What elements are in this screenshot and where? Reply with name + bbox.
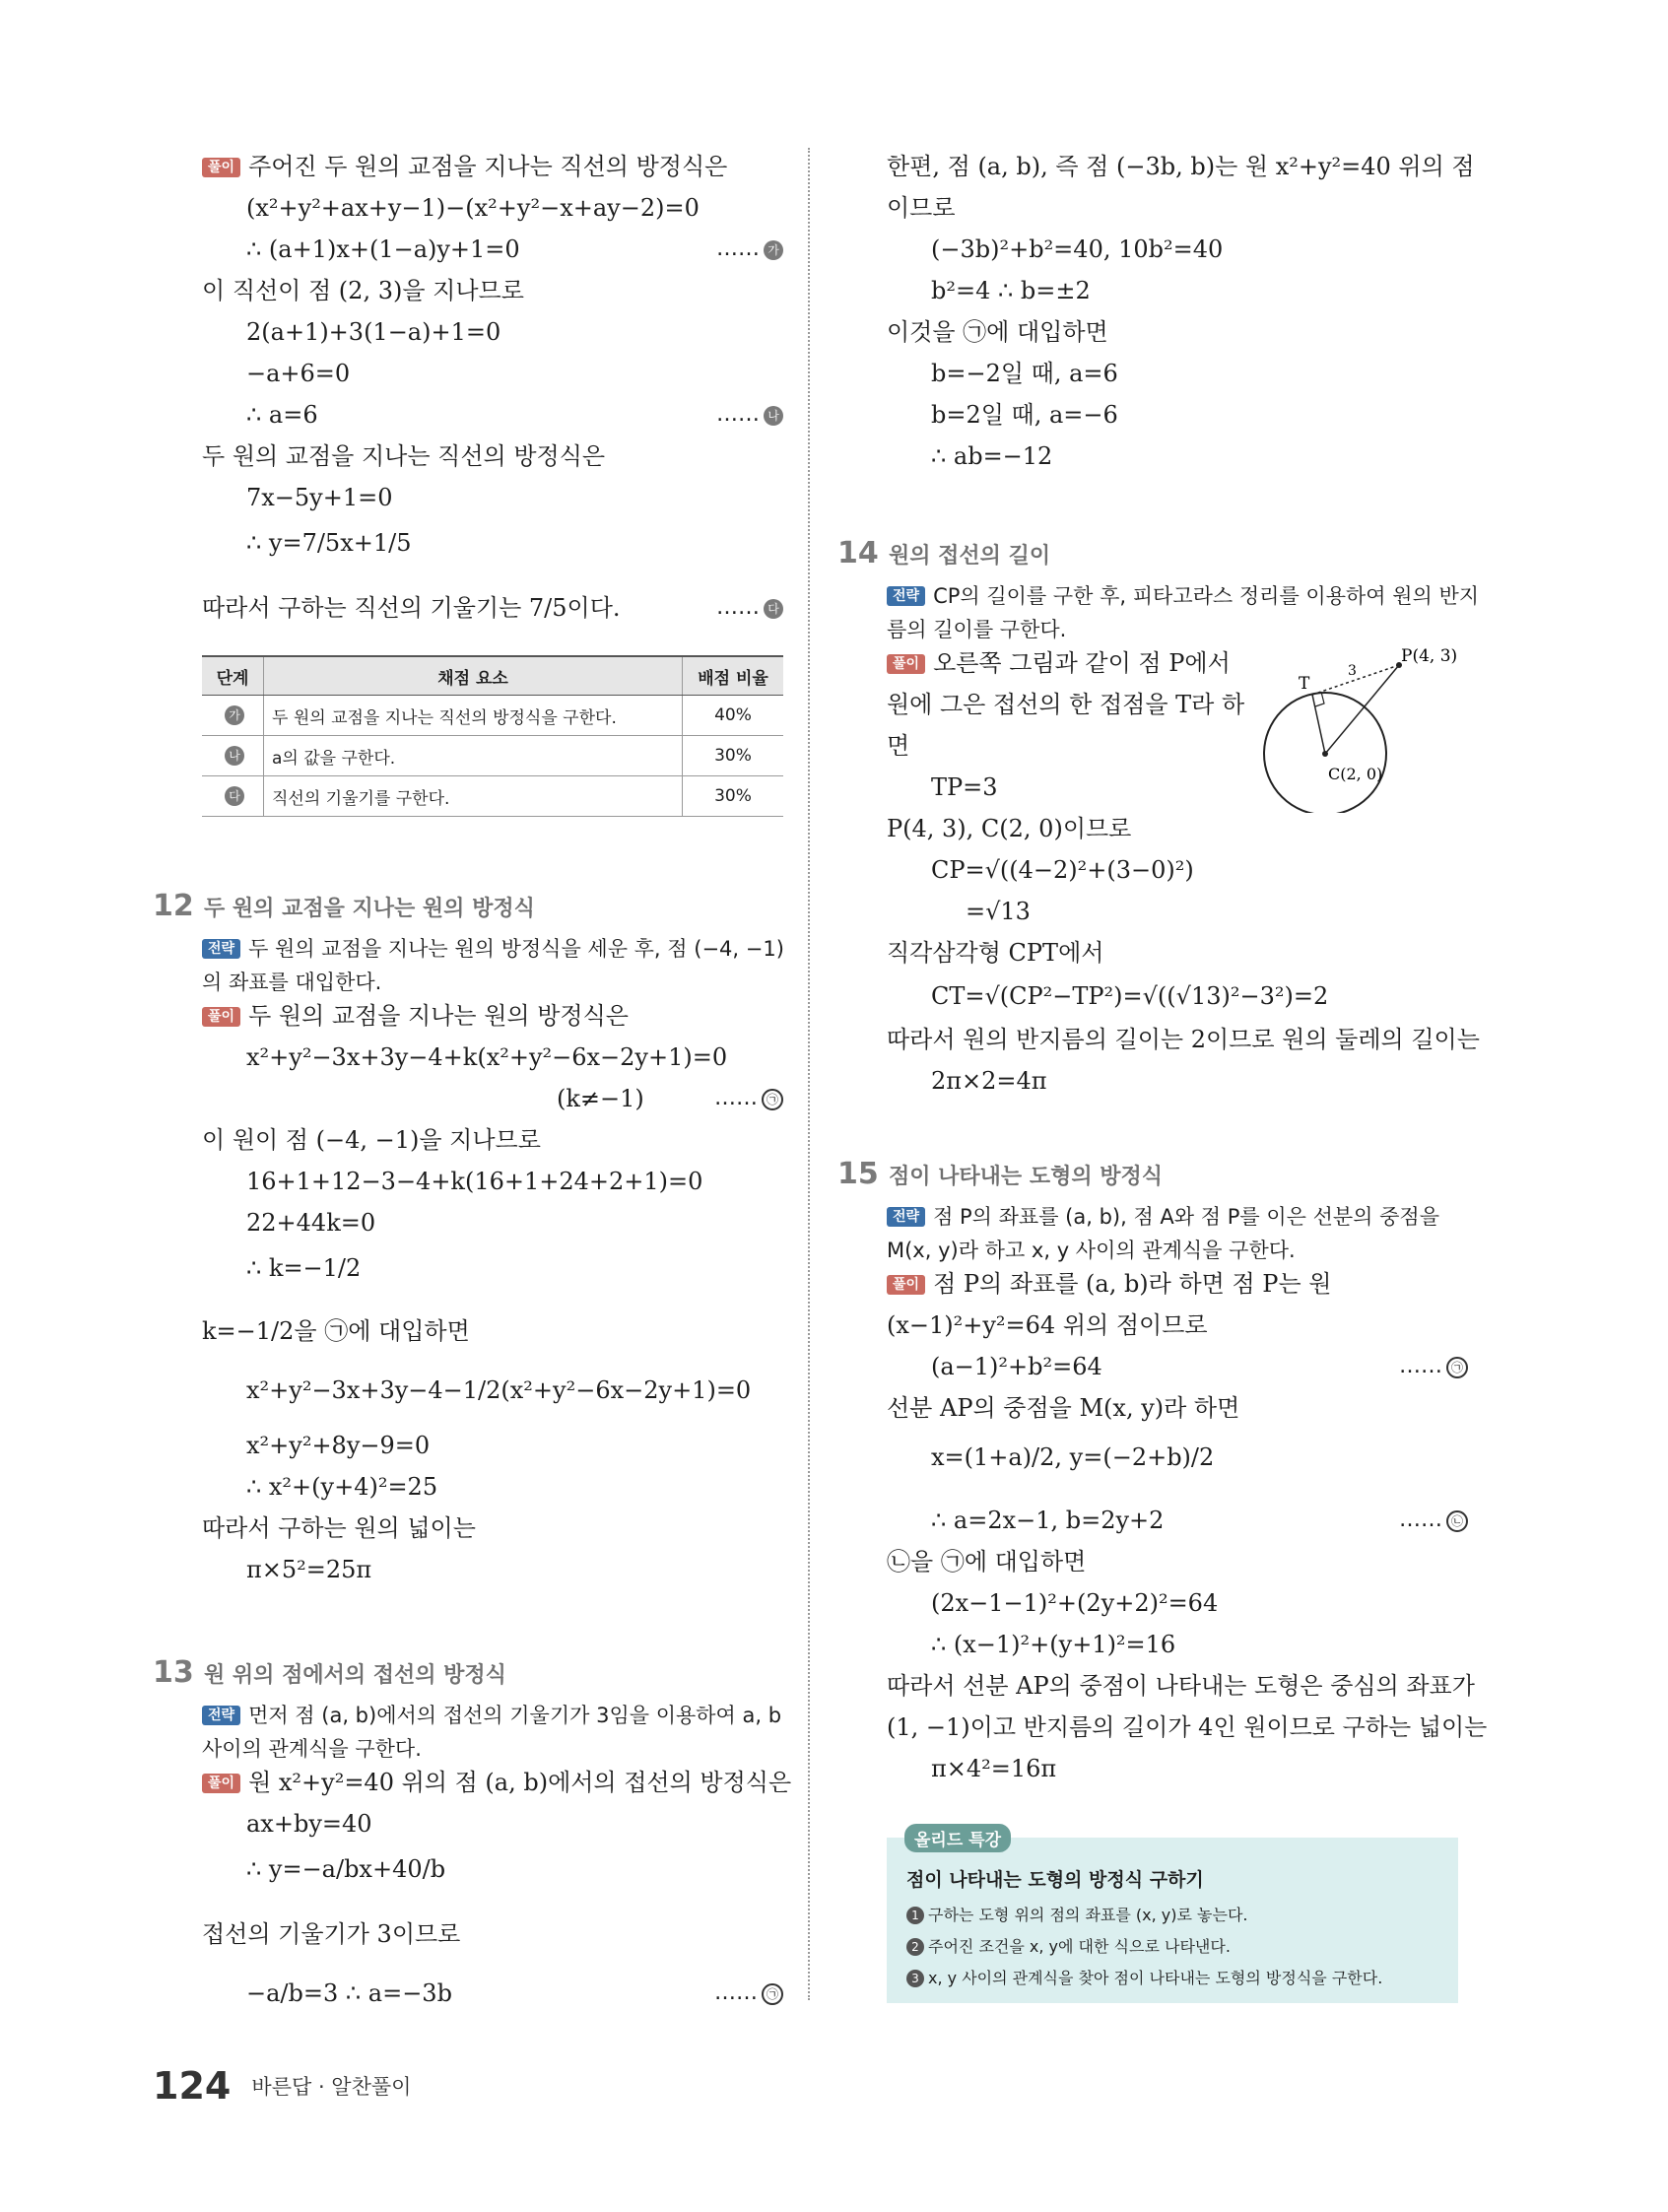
footer-title: 바른답 · 알찬풀이 [251, 2075, 412, 2099]
equation: 22+44k=0 [246, 1209, 376, 1237]
table-cell: 직선의 기울기를 구한다. [264, 776, 683, 817]
dots: …… [714, 1980, 758, 2005]
equation: ∴ ab=−12 [931, 442, 1053, 470]
column-divider [808, 148, 810, 2000]
circled-2-icon: ㉡ [1446, 1510, 1468, 1532]
table-cell [202, 736, 264, 776]
solution-tag: 풀이 [887, 654, 925, 674]
text: 주어진 두 원의 교점을 지나는 직선의 방정식은 [248, 153, 728, 180]
equation: x=(1+a)/2, y=(−2+b)/2 [931, 1443, 1215, 1471]
strategy-tag: 전략 [202, 1706, 240, 1725]
box-item [906, 1966, 1382, 1988]
number-1-icon: 1 [906, 1907, 924, 1924]
strategy-tag: 전략 [887, 586, 925, 606]
strategy-12 [202, 934, 784, 964]
equation: (−3b)²+b²=40, 10b²=40 [931, 235, 1224, 263]
table-cell: a의 값을 구한다. [264, 736, 683, 776]
equation: (k≠−1) [557, 1085, 644, 1112]
step-mark-da [716, 595, 783, 620]
strategy-15-cont: M(x, y)라 하고 x, y 사이의 관계식을 구한다. [887, 1239, 1296, 1262]
text-line: 한편, 점 (a, b), 즉 점 (−3b, b)는 원 x²+y²=40 위의 점 [887, 153, 1475, 180]
mark-ga-icon: 가 [764, 240, 783, 260]
equation: b=2일 때, a=−6 [931, 401, 1118, 429]
equation: −a/b=3 ∴ a=−3b [246, 1979, 452, 2007]
strategy-14-cont: 름의 길이를 구한다. [887, 618, 1067, 641]
table-cell: 30% [683, 736, 784, 776]
table-header: 채점 요소 [264, 656, 683, 696]
section-number: 13 [153, 1655, 194, 1690]
section-number: 15 [837, 1157, 879, 1191]
text-line: 따라서 구하는 직선의 기울기는 7/5이다. [202, 594, 621, 622]
page-number: 124 [153, 2064, 232, 2108]
segment-cp [1325, 665, 1399, 754]
table-header: 배점 비율 [683, 656, 784, 696]
number-2-icon: 2 [906, 1938, 924, 1956]
mark-c2 [1399, 1508, 1468, 1532]
text-line: (1, −1)이고 반지름의 길이가 4인 원이므로 구하는 넓이는 [887, 1713, 1488, 1741]
equation: ∴ k=−1/2 [246, 1254, 362, 1282]
section-title: 점이 나타내는 도형의 방정식 [889, 1165, 1164, 1189]
text-line: 이 원이 점 (−4, −1)을 지나므로 [202, 1126, 541, 1154]
equation: ∴ y=−a/bx+40/b [246, 1855, 446, 1883]
mark-da-icon: 다 [764, 599, 783, 619]
equation: (x²+y²+ax+y−1)−(x²+y²−x+ay−2)=0 [246, 194, 700, 222]
text-line: 따라서 구하는 원의 넓이는 [202, 1514, 476, 1542]
text: 주어진 조건을 x, y에 대한 식으로 나타낸다. [928, 1937, 1231, 1956]
equation: ∴ (a+1)x+(1−a)y+1=0 [246, 235, 520, 263]
equation: (a−1)²+b²=64 [931, 1353, 1102, 1380]
text: 점 P의 좌표를 (a, b)라 하면 점 P는 원 [933, 1270, 1332, 1298]
text-line: P(4, 3), C(2, 0)이므로 [887, 815, 1132, 842]
equation: b=−2일 때, a=6 [931, 360, 1118, 387]
solution-tag: 풀이 [202, 1007, 240, 1027]
solution-14-line-1 [887, 648, 1231, 678]
solution-tag: 풀이 [887, 1275, 925, 1295]
mark-c1 [714, 1980, 783, 2005]
table-row [202, 776, 783, 817]
label-t: T [1299, 674, 1310, 694]
equation: ∴ x²+(y+4)²=25 [246, 1473, 438, 1501]
dots: …… [714, 1086, 758, 1110]
table-cell: 40% [683, 696, 784, 736]
table-cell: 두 원의 교점을 지나는 직선의 방정식을 구한다. [264, 696, 683, 736]
equation: ax+by=40 [246, 1810, 372, 1838]
text-line: k=−1/2을 ㉠에 대입하면 [202, 1317, 470, 1345]
text: 오른쪽 그림과 같이 점 P에서 [933, 649, 1231, 677]
section-14-heading [837, 536, 1050, 570]
text-line: 직각삼각형 CPT에서 [887, 939, 1104, 967]
table-header: 단계 [202, 656, 264, 696]
dots: …… [1399, 1354, 1442, 1378]
number-3-icon: 3 [906, 1970, 924, 1987]
table-header-row [202, 656, 783, 696]
text-line: 이 직선이 점 (2, 3)을 지나므로 [202, 277, 524, 304]
section-13-heading [153, 1655, 506, 1690]
table-cell: 30% [683, 776, 784, 817]
solution-tag: 풀이 [202, 1774, 240, 1793]
mark-da-icon: 다 [225, 786, 244, 806]
dots: …… [716, 402, 760, 427]
text-line: 원에 그은 접선의 한 접점을 T라 하 [887, 691, 1245, 718]
step-mark-na [716, 402, 783, 427]
text-line: 이므로 [887, 194, 956, 222]
strategy-tag: 전략 [887, 1207, 925, 1227]
solution-13-line-1 [202, 1768, 791, 1797]
strategy-tag: 전략 [202, 939, 240, 959]
text-line: (x−1)²+y²=64 위의 점이므로 [887, 1311, 1208, 1339]
section-12-heading [153, 889, 535, 923]
dots: …… [716, 595, 760, 620]
equation: 2π×2=4π [931, 1067, 1047, 1095]
text: 두 원의 교점을 지나는 원의 방정식은 [248, 1002, 629, 1030]
label-c: C(2, 0) [1328, 765, 1383, 783]
box-title: 점이 나타내는 도형의 방정식 구하기 [906, 1869, 1204, 1891]
section-15-heading [837, 1157, 1163, 1191]
circled-1-icon: ㉠ [1446, 1357, 1468, 1378]
equation: CT=√(CP²−TP²)=√((√13)²−3²)=2 [931, 982, 1329, 1010]
text-line: 따라서 원의 반지름의 길이는 2이므로 원의 둘레의 길이는 [887, 1026, 1480, 1053]
equation: =√13 [966, 898, 1031, 925]
equation: x²+y²−3x+3y−4+k(x²+y²−6x−2y+1)=0 [246, 1043, 728, 1071]
equation: x²+y²−3x+3y−4−1/2(x²+y²−6x−2y+1)=0 [246, 1376, 752, 1404]
equation: ∴ a=6 [246, 401, 318, 429]
text: x, y 사이의 관계식을 찾아 점이 나타내는 도형의 방정식을 구한다. [928, 1969, 1383, 1987]
equation: CP=√((4−2)²+(3−0)²) [931, 856, 1194, 884]
scoring-table [202, 655, 783, 817]
equation: ∴ y=7/5x+1/5 [246, 529, 412, 557]
dots: …… [1399, 1508, 1442, 1532]
text: 두 원의 교점을 지나는 원의 방정식을 세운 후, 점 (−4, −1) [248, 937, 784, 961]
equation: 16+1+12−3−4+k(16+1+24+2+1)=0 [246, 1168, 703, 1195]
table-row [202, 736, 783, 776]
text-line: 두 원의 교점을 지나는 직선의 방정식은 [202, 442, 606, 470]
text: 구하는 도형 위의 점의 좌표를 (x, y)로 놓는다. [928, 1906, 1248, 1924]
equation: −a+6=0 [246, 360, 351, 387]
strategy-12-cont: 의 좌표를 대입한다. [202, 971, 382, 994]
special-lecture-box [887, 1831, 1458, 2003]
step-mark-ga [716, 236, 783, 261]
text-line: 접선의 기울기가 3이므로 [202, 1920, 461, 1948]
section-title: 원의 접선의 길이 [889, 544, 1051, 569]
equation: 7x−5y+1=0 [246, 484, 393, 511]
mark-ga-icon: 가 [225, 705, 244, 725]
strategy-15 [887, 1202, 1439, 1232]
strategy-13-cont: 사이의 관계식을 구한다. [202, 1737, 422, 1761]
circled-1-icon: ㉠ [762, 1089, 783, 1110]
box-item [906, 1903, 1248, 1925]
equation: (2x−1−1)²+(2y+2)²=64 [931, 1589, 1219, 1617]
solution-11-line-1 [202, 152, 727, 181]
dots: …… [716, 236, 760, 261]
section-title: 두 원의 교점을 지나는 원의 방정식 [204, 897, 535, 921]
text: CP의 길이를 구한 후, 피타고라스 정리를 이용하여 원의 반지 [933, 584, 1480, 608]
equation: 2(a+1)+3(1−a)+1=0 [246, 318, 501, 346]
equation: b²=4 ∴ b=±2 [931, 277, 1091, 304]
section-number: 12 [153, 889, 194, 923]
mark-na-icon: 나 [764, 406, 783, 426]
mark-c1 [1399, 1354, 1468, 1378]
equation: π×4²=16π [931, 1755, 1057, 1782]
equation: ∴ a=2x−1, b=2y+2 [931, 1507, 1165, 1534]
equation: TP=3 [931, 773, 998, 801]
box-item [906, 1934, 1231, 1957]
strategy-13 [202, 1701, 781, 1730]
strategy-14 [887, 581, 1479, 611]
section-number: 14 [837, 536, 879, 570]
text-line: ㉡을 ㉠에 대입하면 [887, 1548, 1087, 1575]
equation: π×5²=25π [246, 1556, 372, 1583]
circled-1-icon: ㉠ [762, 1983, 783, 2005]
section-title: 원 위의 점에서의 접선의 방정식 [204, 1663, 506, 1688]
table-cell [202, 696, 264, 736]
text: 점 P의 좌표를 (a, b), 점 A와 점 P를 이은 선분의 중점을 [933, 1205, 1439, 1229]
text-line: 이것을 ㉠에 대입하면 [887, 318, 1108, 346]
equation: ∴ (x−1)²+(y+1)²=16 [931, 1631, 1176, 1658]
label-p: P(4, 3) [1401, 646, 1458, 666]
text: 원 x²+y²=40 위의 점 (a, b)에서의 접선의 방정식은 [248, 1769, 792, 1796]
text-line: 따라서 선분 AP의 중점이 나타내는 도형은 중심의 좌표가 [887, 1672, 1475, 1700]
solution-15-line-1 [887, 1269, 1331, 1299]
mark-na-icon: 나 [225, 746, 244, 766]
text-line: 선분 AP의 중점을 M(x, y)라 하면 [887, 1394, 1240, 1422]
text: 먼저 점 (a, b)에서의 접선의 기울기가 3임을 이용하여 a, b [248, 1704, 782, 1727]
point-c [1322, 751, 1328, 757]
text-line: 면 [887, 732, 910, 760]
tangent-figure [1261, 645, 1468, 813]
page-footer [153, 2064, 411, 2108]
box-tag: 올리드 특강 [904, 1824, 1011, 1852]
label-length: 3 [1348, 663, 1357, 679]
mark-c1 [714, 1086, 783, 1110]
table-cell [202, 776, 264, 817]
solution-12-line-1 [202, 1001, 629, 1031]
solution-tag: 풀이 [202, 158, 240, 177]
equation: x²+y²+8y−9=0 [246, 1432, 431, 1459]
table-row [202, 696, 783, 736]
